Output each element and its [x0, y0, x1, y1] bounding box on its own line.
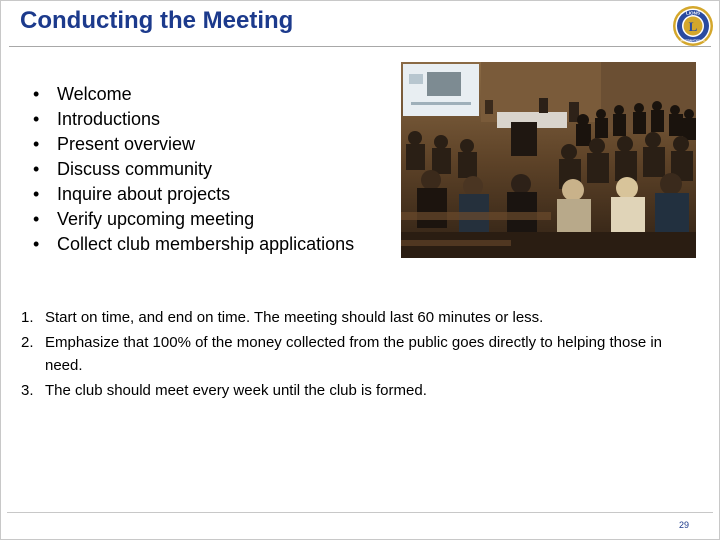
logo-bottom-text: INTERNATIONAL — [680, 38, 706, 43]
bullet-item — [33, 82, 354, 107]
numbered-list — [21, 306, 681, 403]
lions-logo-icon — [672, 5, 714, 47]
bullet-text: Welcome — [57, 84, 132, 104]
title-divider — [9, 46, 711, 47]
bullet-item — [33, 207, 354, 232]
numbered-item — [21, 331, 681, 378]
bullet-text: Collect club membership applications — [57, 234, 355, 254]
bullet-text: Discuss community — [57, 159, 213, 179]
bullet-dot: • — [33, 209, 40, 229]
bullet-dot: • — [33, 184, 40, 204]
bullet-text: Introductions — [57, 109, 161, 129]
bullet-dot: • — [33, 84, 40, 104]
item-text: The club should meet every week until the club is formed. — [45, 381, 427, 399]
bullet-item — [33, 182, 354, 207]
item-number: 2. — [21, 333, 34, 351]
page-number: 29 — [678, 520, 689, 530]
bullet-dot: • — [33, 134, 40, 154]
bullet-text: Verify upcoming meeting — [57, 209, 255, 229]
bullet-text: Present overview — [57, 134, 196, 154]
bullet-item — [33, 232, 354, 257]
logo-top-text: LIONS — [685, 10, 701, 16]
meeting-photo — [401, 62, 696, 258]
numbered-item — [21, 306, 681, 330]
item-text: Start on time, and end on time. The meeting should last 60 minutes or less. — [45, 309, 544, 326]
bullet-dot: • — [33, 234, 40, 254]
item-number: 1. — [21, 309, 34, 326]
item-number: 3. — [21, 381, 34, 399]
slide-title: Conducting the Meeting — [20, 7, 294, 34]
bullet-dot: • — [33, 109, 40, 129]
bullet-item — [33, 132, 354, 157]
bullet-dot: • — [33, 159, 40, 179]
bullet-item — [33, 157, 354, 182]
bullet-text: Inquire about projects — [57, 184, 231, 204]
bullet-item — [33, 107, 354, 132]
logo-letter: L — [688, 19, 698, 34]
footer-divider — [7, 512, 713, 513]
bullet-list — [33, 82, 354, 257]
numbered-item — [21, 379, 681, 403]
item-text: Emphasize that 100% of the money collected from the public goes directly to helping those in need. — [45, 333, 663, 374]
